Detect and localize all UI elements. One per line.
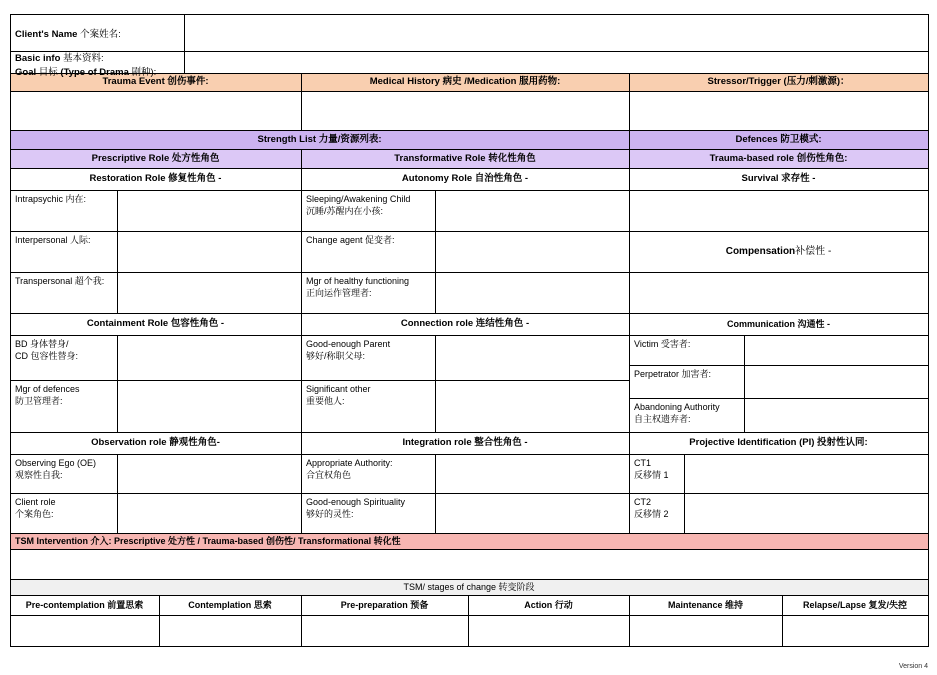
h-rule (10, 595, 929, 596)
h-rule (10, 130, 929, 131)
v-rule (301, 149, 302, 534)
pre-preparation-field[interactable] (301, 615, 468, 646)
integration-role-header: Integration role 整合性角色 - (402, 437, 528, 448)
observing-ego-field[interactable] (117, 454, 301, 493)
h-rule (10, 493, 929, 494)
client-name-field[interactable] (184, 14, 928, 51)
h-rule (10, 190, 929, 191)
ct1-field[interactable] (684, 454, 928, 493)
pre-contemplation-field[interactable] (10, 615, 159, 646)
good-spirituality-field[interactable] (435, 493, 629, 533)
v-rule (117, 335, 118, 433)
h-rule (10, 533, 929, 534)
appropriate-authority-field[interactable] (435, 454, 629, 493)
h-rule (10, 168, 929, 169)
significant-other-field[interactable] (435, 380, 629, 432)
change-agent-label: Change agent 促变者: (306, 235, 395, 245)
tsm-intervention-header: TSM Intervention 介入: Prescriptive 处方性 / Trauma-based 创伤性/ Transformational 转化性 (15, 536, 401, 546)
good-parent-label: Good-enough Parent 够好/称职父母: (306, 339, 391, 361)
h-rule (10, 432, 929, 433)
ct2-field[interactable] (684, 493, 928, 533)
goal-field[interactable] (184, 51, 928, 73)
v-rule (684, 454, 685, 534)
v-rule (629, 130, 630, 534)
h-rule (10, 149, 929, 150)
trauma-event-header: Trauma Event 创伤事件: (102, 76, 209, 87)
v-rule (301, 73, 302, 131)
strength-list-header: Strength List 力量/资源列表: (257, 133, 382, 145)
h-rule (10, 579, 929, 580)
sleeping-child-field[interactable] (435, 190, 629, 231)
observing-ego-label: Observing Ego (OE) 观察性自我: (15, 458, 97, 480)
v-rule (117, 454, 118, 534)
medical-history-field[interactable] (301, 91, 629, 130)
goal-label (10, 51, 184, 73)
h-rule (10, 380, 630, 381)
prescriptive-role-header: Prescriptive Role 处方性角色 (91, 152, 220, 164)
h-rule (10, 231, 929, 232)
stressor-field[interactable] (629, 91, 928, 130)
relapse-header: Relapse/Lapse 复发/失控 (802, 600, 908, 610)
contemplation-field[interactable] (159, 615, 301, 646)
trauma-event-field[interactable] (10, 91, 301, 130)
transpersonal-label: Transpersonal 超个我: (15, 276, 105, 286)
intrapsychic-field[interactable] (117, 190, 301, 231)
restoration-role-header: Restoration Role 修复性角色 - (89, 173, 222, 184)
compensation-field[interactable] (629, 272, 928, 313)
good-parent-field[interactable] (435, 335, 629, 380)
v-rule (435, 190, 436, 314)
significant-other-label: Significant other 重要他人: (306, 384, 371, 406)
h-rule (10, 14, 929, 15)
mgr-healthy-label: Mgr of healthy functioning 正向运作管理者: (306, 276, 410, 298)
perpetrator-label: Perpetrator 加害者: (634, 369, 712, 379)
v-rule (184, 14, 185, 74)
intrapsychic-label: Intrapsychic 内在: (15, 194, 87, 204)
pre-contemplation-header: Pre-contemplation 前置思索 (25, 600, 144, 610)
h-rule (629, 398, 929, 399)
defences-header: Defences 防卫模式: (735, 133, 822, 145)
mgr-healthy-field[interactable] (435, 272, 629, 313)
transpersonal-field[interactable] (117, 272, 301, 313)
survival-header: Survival 求存性 - (741, 173, 816, 184)
client-role-field[interactable] (117, 493, 301, 533)
h-rule (10, 335, 929, 336)
tsm-intervention-field[interactable] (10, 549, 928, 579)
appropriate-authority-label: Appropriate Authority: 合宜权角色 (306, 458, 393, 480)
change-agent-field[interactable] (435, 231, 629, 272)
h-rule (629, 365, 929, 366)
v-rule (435, 335, 436, 433)
relapse-field[interactable] (782, 615, 928, 646)
h-rule (10, 91, 929, 92)
h-rule (10, 615, 929, 616)
action-field[interactable] (468, 615, 629, 646)
projective-identification-header: Projective Identification (PI) 投射性认同: (689, 437, 868, 448)
mgr-defences-field[interactable] (117, 380, 301, 432)
ct1-label: CT1 反移情 1 (634, 458, 669, 480)
mgr-defences-label: Mgr of defences 防卫管理者: (15, 384, 80, 406)
v-rule (744, 335, 745, 433)
client-role-label: Client role 个案角色: (15, 497, 56, 519)
v-rule (117, 190, 118, 314)
h-rule (10, 454, 929, 455)
maintenance-header: Maintenance 维持 (667, 600, 743, 610)
v-rule (468, 595, 469, 647)
tsm-stages-header: TSM/ stages of change 转变阶段 (403, 582, 535, 592)
transformative-role-header: Transformative Role 转化性角色 (394, 152, 536, 164)
client-name-label: Client's Name 个案姓名: Basic info 基本资料: (15, 29, 121, 64)
survival-field[interactable] (629, 190, 928, 231)
good-spirituality-label: Good-enough Spirituality 够好的灵性: (306, 497, 406, 519)
pre-preparation-header: Pre-preparation 预备 (340, 600, 429, 610)
communication-header: Communication 沟通性 - (727, 319, 830, 329)
bd-cd-label: BD 身体替身/ CD 包容性替身: (15, 339, 79, 361)
interpersonal-field[interactable] (117, 231, 301, 272)
perpetrator-field[interactable] (744, 365, 928, 398)
autonomy-role-header: Autonomy Role 自治性角色 - (401, 173, 529, 184)
v-rule (301, 595, 302, 647)
version-label: Version 4 (898, 663, 928, 670)
v-rule (10, 14, 11, 647)
medical-history-header: Medical History 病史 /Medication 服用药物: (369, 76, 561, 87)
v-rule (159, 595, 160, 647)
v-rule (629, 73, 630, 131)
v-rule (629, 595, 630, 647)
compensation-header: Compensation 补偿性 - (725, 245, 832, 257)
v-rule (435, 454, 436, 534)
abandoning-authority-field[interactable] (744, 398, 928, 432)
h-rule (10, 313, 929, 314)
h-rule (10, 51, 929, 52)
victim-field[interactable] (744, 335, 928, 365)
trauma-based-role-header: Trauma-based role 创伤性角色: (709, 152, 848, 164)
bd-cd-field[interactable] (117, 335, 301, 380)
observation-role-header: Observation role 静观性角色- (91, 437, 220, 448)
victim-label: Victim 受害者: (634, 339, 691, 349)
stressor-header: Stressor/Trigger (压力/刺激源)： (707, 76, 850, 87)
contemplation-header: Contemplation 思索 (188, 600, 272, 610)
maintenance-field[interactable] (629, 615, 782, 646)
connection-role-header: Connection role 连结性角色 - (400, 318, 530, 329)
sleeping-child-label: Sleeping/Awakening Child 沉睡/苏醒内在小孩: (306, 194, 411, 216)
abandoning-authority-label: Abandoning Authority 自主权遗弃者: (634, 402, 720, 424)
h-rule (10, 272, 929, 273)
v-rule (928, 14, 929, 647)
interpersonal-label: Interpersonal 人际: (15, 235, 91, 245)
action-header: Action 行动 (524, 600, 573, 610)
ct2-label: CT2 反移情 2 (634, 497, 669, 519)
v-rule (782, 595, 783, 647)
h-rule (10, 549, 929, 550)
h-rule (10, 73, 929, 74)
h-rule (10, 646, 929, 647)
containment-role-header: Containment Role 包容性角色 - (86, 318, 225, 329)
